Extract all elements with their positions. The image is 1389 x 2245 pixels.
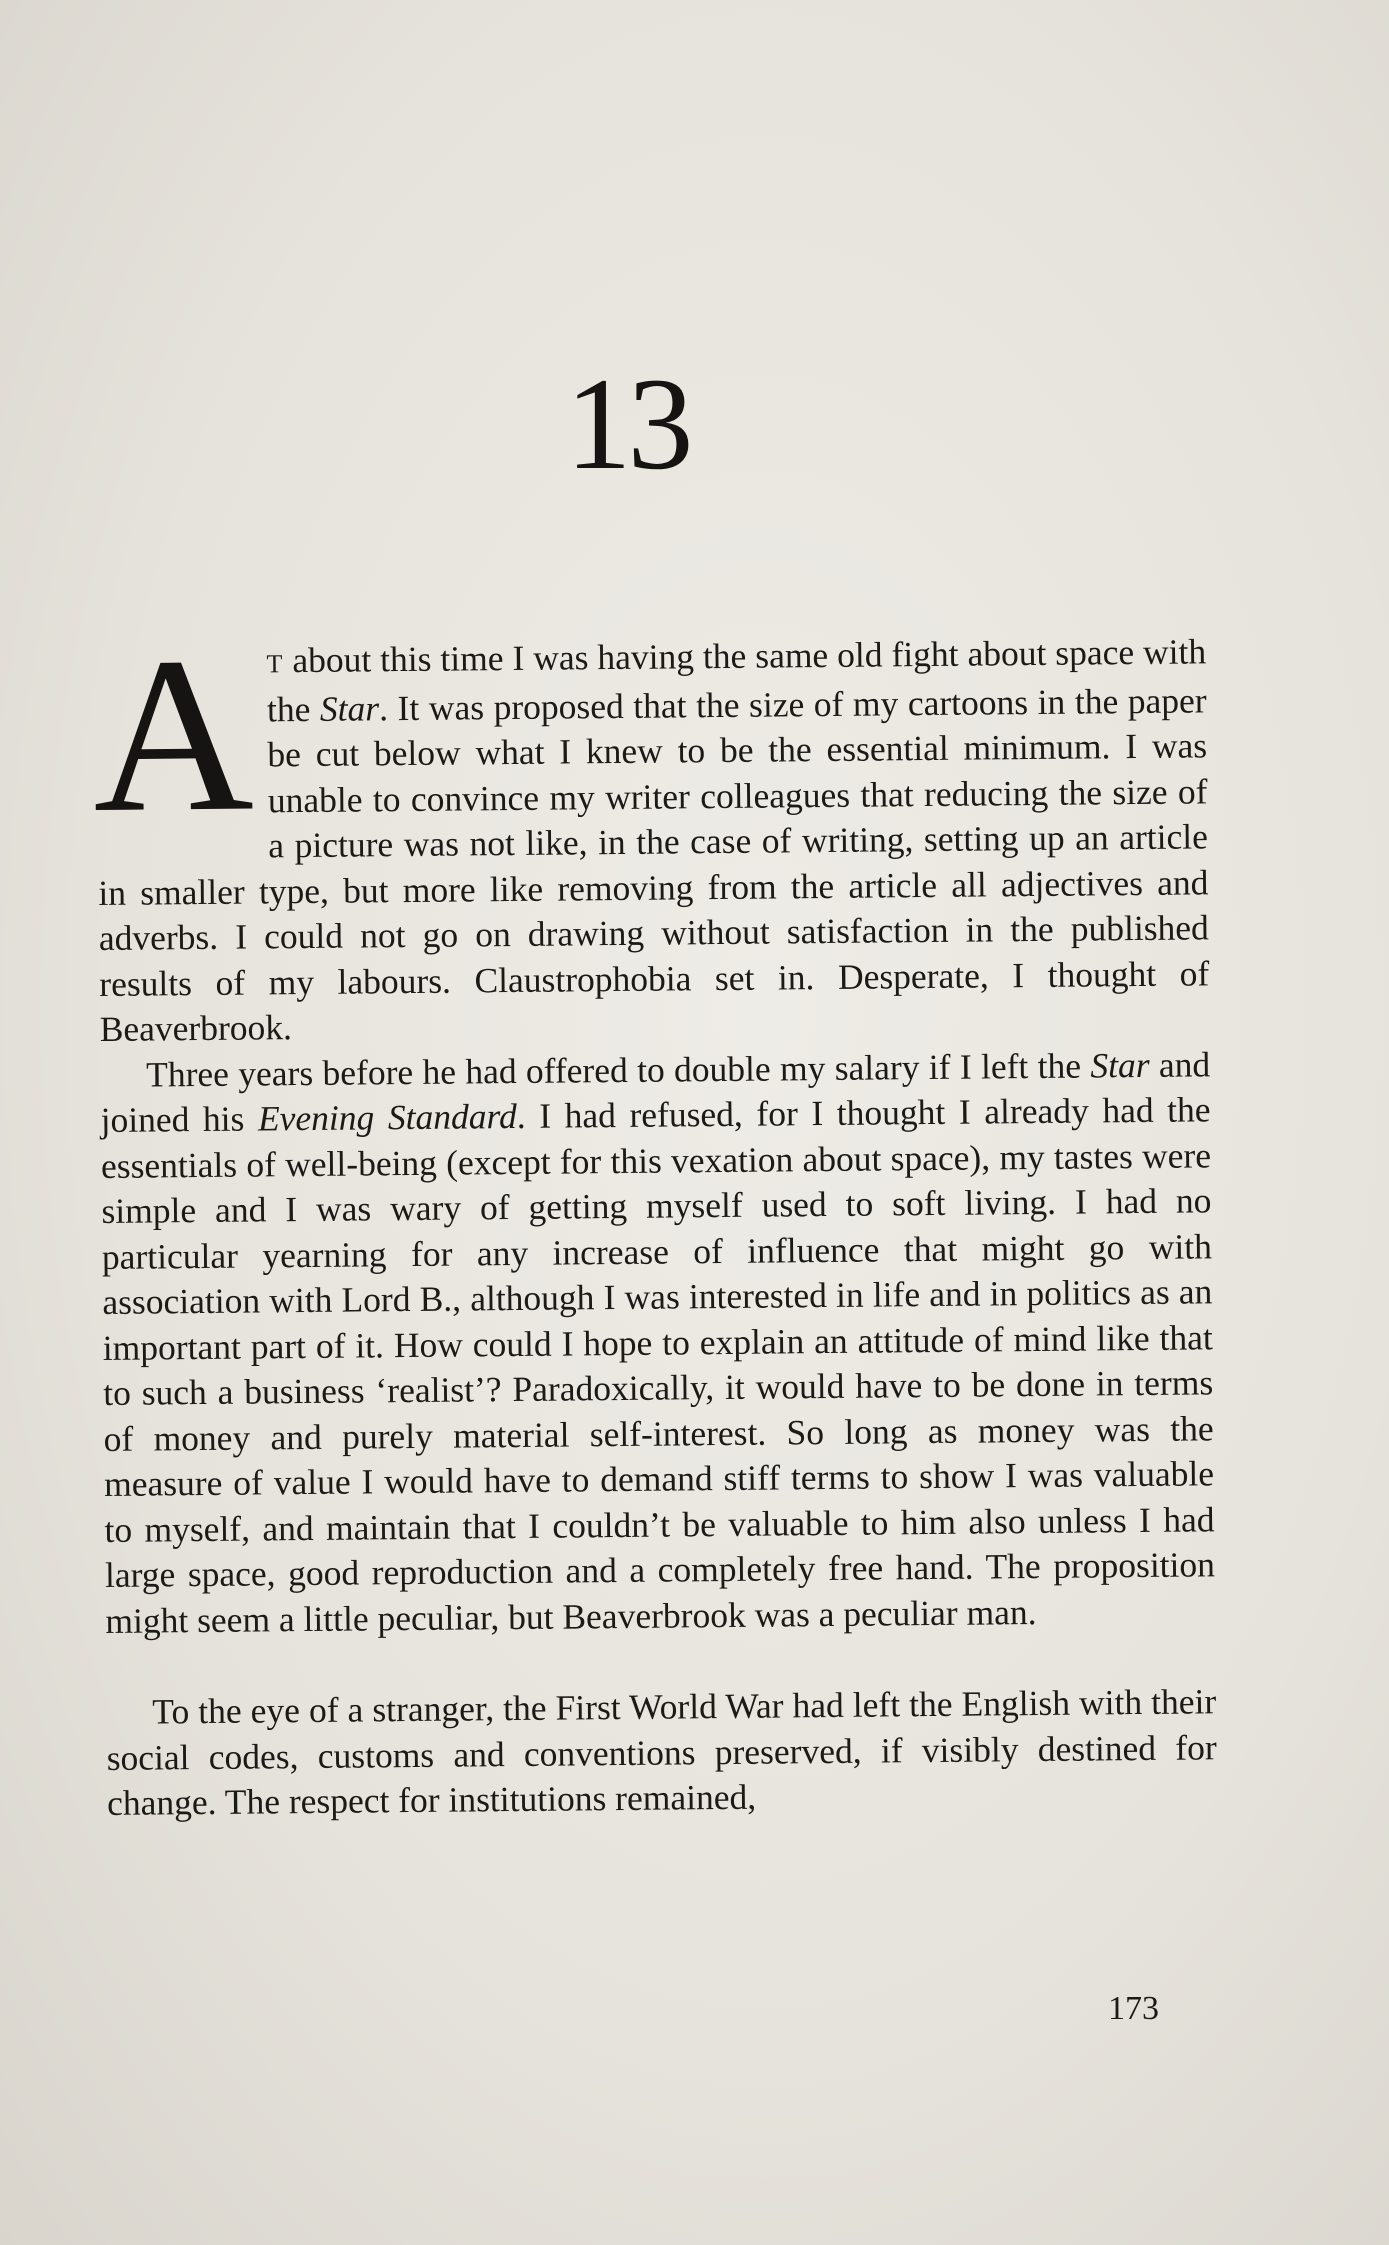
paragraph-2-text-a: Three years before he had offered to double my salary if I left the — [145, 1044, 1091, 1095]
italic-evening-standard: Evening Standard — [257, 1095, 517, 1139]
paragraph-3: To the eye of a stranger, the First World War had left the English with their social codes, customs and conventions preserved, if visibly destined for change. The respect for institutions remained, — [106, 1681, 1217, 1823]
body-text — [91, 611, 1217, 1826]
italic-star: Star — [1090, 1044, 1150, 1085]
small-cap-lead: T — [266, 649, 284, 679]
paragraph-1-text-b: . It was proposed that the size of my cartoons in the paper be cut below what I knew to be the essential minimum. I was unable to convince my writer colleagues that reducing the size of a picture was not like, in the case of writing, setting up an article in smaller type, but more like removing from the article all adjectives and adverbs. I could not go on drawing without satisfaction in the published results of my labours. Claustrophobia set in. Desperate, I thought of Beaverbrook. — [98, 679, 1210, 1049]
paragraph-2 — [100, 1042, 1216, 1644]
paragraph-1-text-a: about this time I was having the same old fight about space with the — [266, 631, 1207, 729]
page-number: 173 — [1108, 1990, 1159, 2027]
drop-cap: A — [91, 611, 255, 860]
paragraph-1 — [91, 611, 1210, 1052]
chapter-number: 13 — [565, 350, 690, 497]
paragraph-2-text-b: and joined his — [100, 1043, 1211, 1140]
paragraph-2-text-c: . I had refused, for I thought I already had the essentials of well-being (except for this vexation about space), my tastes were simple and I was wary of getting myself used to soft living. I had no particular yearning for any increase of influence that might go with association with Lord B., although I was interested in life and in politics as an important part of it. How could I hope to explain an attitude of mind like that to such a business ‘realist’? Paradoxically, it would have to be done in terms of money and purely material self-interest. So long as money was the measure of value I would have to demand stiff terms to show I was valuable to myself, and maintain that I couldn’t be valuable to him also unless I had large space, good reproduction and a completely free hand. The proposition might seem a little peculiar, but Beaverbrook was a peculiar man. — [100, 1089, 1216, 1641]
italic-star: Star — [319, 687, 380, 729]
